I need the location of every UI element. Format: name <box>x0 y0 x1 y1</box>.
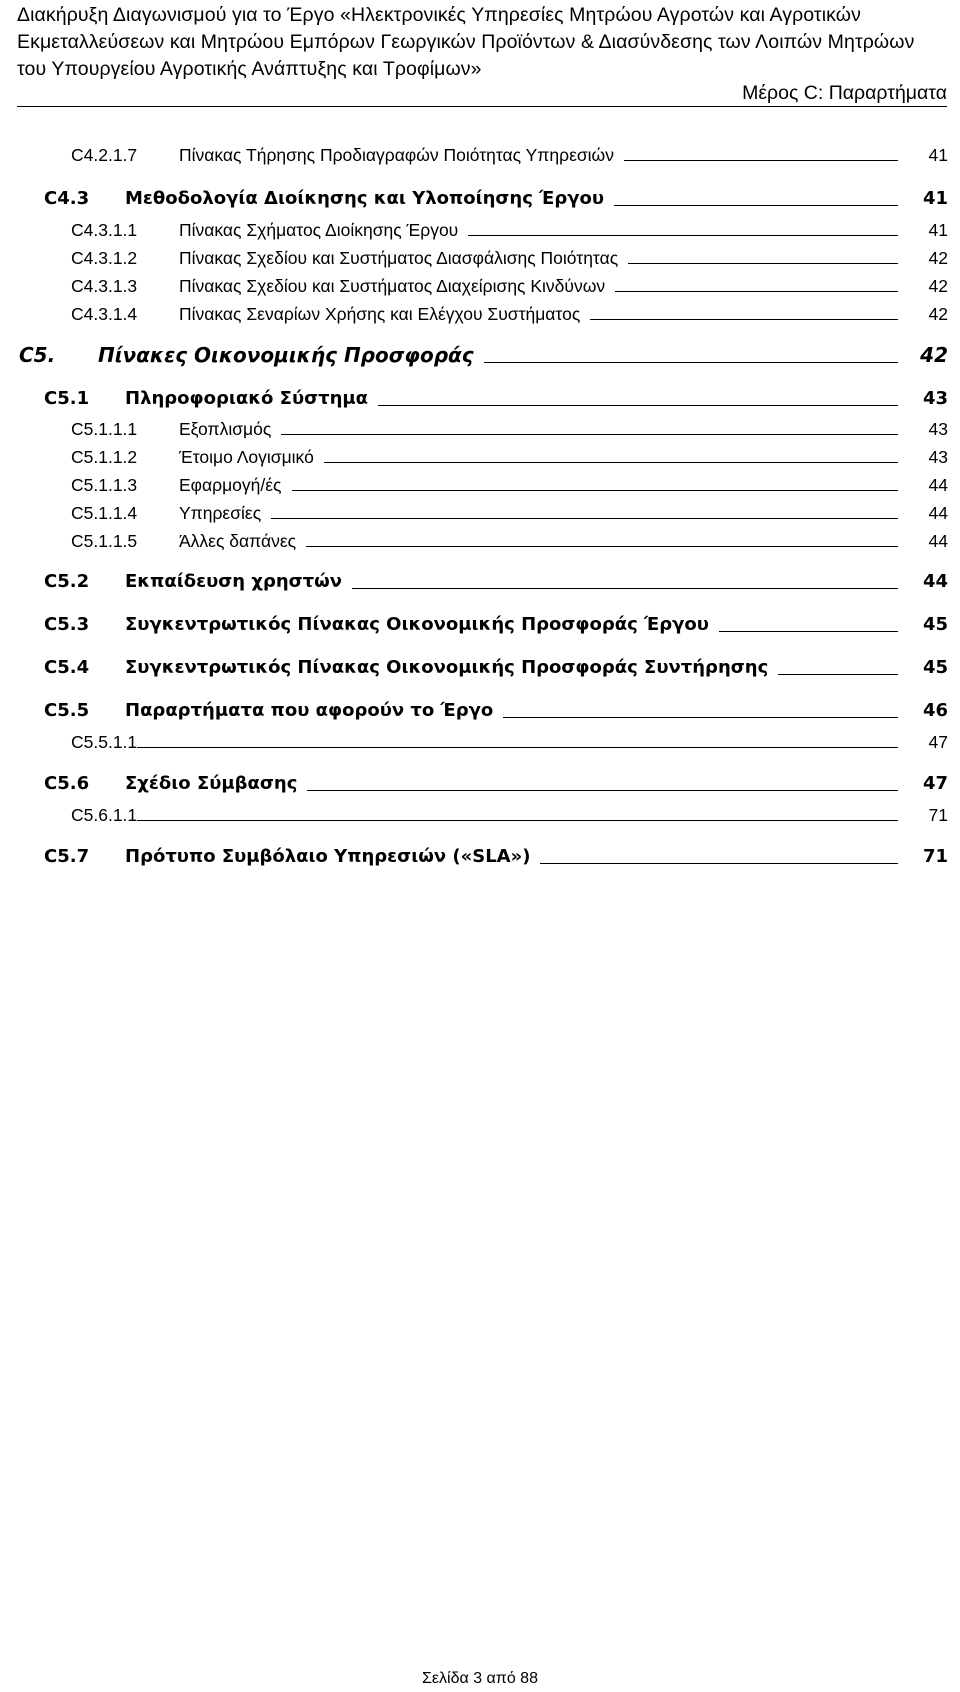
toc-entry-title: Συγκεντρωτικός Πίνακας Οικονομικής Προσφοράς Συντήρησης <box>125 657 769 678</box>
toc-leader <box>624 160 898 161</box>
toc-entry-title: Πίνακας Σχεδίου και Συστήματος Διαχείρισης Κινδύνων <box>179 276 606 296</box>
toc-entry[interactable] <box>0 338 960 368</box>
toc-entry-number: C5.3 <box>44 614 90 635</box>
toc-entry-page: 42 <box>928 276 948 296</box>
toc-entry-number: C5.6.1.1 <box>71 805 138 825</box>
toc-entry[interactable] <box>0 693 960 723</box>
toc-leader <box>719 631 898 632</box>
toc-entry-page: 47 <box>922 773 948 794</box>
toc-entry[interactable] <box>0 522 960 552</box>
toc-entry[interactable] <box>0 410 960 440</box>
toc-entry-page: 71 <box>922 846 948 867</box>
toc-entry-page: 44 <box>928 475 948 495</box>
toc-entry[interactable] <box>0 564 960 594</box>
toc-entry-number: C5.1.1.2 <box>71 447 138 467</box>
toc-leader <box>137 820 898 821</box>
toc-entry-page: 46 <box>922 700 948 721</box>
toc-entry[interactable] <box>0 239 960 269</box>
toc-leader <box>540 863 898 864</box>
toc-entry-page: 43 <box>928 419 948 439</box>
toc-entry-number: C5.1.1.1 <box>71 419 138 439</box>
toc-entry-page: 44 <box>928 503 948 523</box>
toc-entry[interactable] <box>0 723 960 753</box>
toc-entry-page: 47 <box>928 732 948 752</box>
toc-leader <box>590 319 898 320</box>
toc-leader <box>484 362 898 363</box>
toc-entry[interactable] <box>0 211 960 241</box>
document-part-label: Μέρος C: Παραρτήματα <box>742 82 947 104</box>
toc-entry-title: Πίνακες Οικονομικής Προσφοράς <box>98 343 474 367</box>
toc-entry[interactable] <box>0 839 960 869</box>
toc-entry-number: C5.1 <box>44 388 90 409</box>
toc-entry[interactable] <box>0 607 960 637</box>
toc-leader <box>352 588 898 589</box>
toc-leader <box>306 546 898 547</box>
toc-entry-page: 41 <box>928 220 948 240</box>
toc-entry-title: Πρότυπο Συμβόλαιο Υπηρεσιών («SLA») <box>125 846 531 867</box>
toc-entry-page: 43 <box>928 447 948 467</box>
toc-entry-title: Μεθοδολογία Διοίκησης και Υλοποίησης Έργου <box>125 188 605 209</box>
toc-entry-title: Εξοπλισμός <box>179 419 272 439</box>
toc-entry-page: 42 <box>928 248 948 268</box>
toc-entry-number: C5.1.1.5 <box>71 531 138 551</box>
toc-entry-page: 44 <box>928 531 948 551</box>
toc-entry[interactable] <box>0 295 960 325</box>
toc-entry-page: 71 <box>928 805 948 825</box>
toc-entry-number: C5.1.1.4 <box>71 503 138 523</box>
toc-leader <box>324 462 898 463</box>
toc-entry-page: 43 <box>922 388 948 409</box>
document-header-title: Διακήρυξη Διαγωνισμού για το Έργο «Ηλεκτρονικές Υπηρεσίες Μητρώου Αγροτών και Αγροτικών Εκμεταλλεύσεων και Μητρώου Εμπόρων Γεωργικών Προϊόντων & Διασύνδεσης των Λοιπών Μητρώων του Υπουργείου Αγροτικής Ανάπτυξης και Τροφίμων» <box>17 4 915 80</box>
toc-leader <box>778 674 898 675</box>
toc-leader <box>468 235 898 236</box>
toc-entry-title: Πίνακας Σχήματος Διοίκησης Έργου <box>179 220 459 240</box>
toc-entry-title: Υπηρεσίες <box>179 503 262 523</box>
toc-entry-title: Πληροφοριακό Σύστημα <box>125 388 369 409</box>
toc-leader <box>615 291 898 292</box>
toc-entry-number: C5.7 <box>44 846 90 867</box>
toc-entry[interactable] <box>0 181 960 211</box>
header-divider <box>17 106 947 107</box>
toc-entry-title: Άλλες δαπάνες <box>179 531 297 551</box>
toc-leader <box>292 490 899 491</box>
toc-entry-page: 42 <box>920 343 948 367</box>
toc-entry-page: 42 <box>928 304 948 324</box>
toc-entry-title: Παραρτήματα που αφορούν το Έργο <box>125 700 494 721</box>
toc-entry-page: 44 <box>922 571 948 592</box>
toc-leader <box>137 747 898 748</box>
toc-entry-number: C4.3.1.3 <box>71 276 138 296</box>
toc-entry[interactable] <box>0 650 960 680</box>
toc-leader <box>503 717 898 718</box>
toc-entry-number: C5.4 <box>44 657 90 678</box>
toc-entry[interactable] <box>0 796 960 826</box>
toc-entry-number: C5.2 <box>44 571 90 592</box>
toc-entry-number: C4.2.1.7 <box>71 145 138 165</box>
toc-entry-title: Πίνακας Σχεδίου και Συστήματος Διασφάλισης Ποιότητας <box>179 248 619 268</box>
toc-leader <box>271 518 898 519</box>
toc-entry-number: C5.6 <box>44 773 90 794</box>
toc-entry[interactable] <box>0 267 960 297</box>
toc-leader <box>307 790 898 791</box>
toc-entry-page: 45 <box>922 614 948 635</box>
toc-entry-title: Πίνακας Τήρησης Προδιαγραφών Ποιότητας Υπηρεσιών <box>179 145 614 165</box>
toc-entry-title: Σχέδιο Σύμβασης <box>125 773 298 794</box>
toc-entry-page: 41 <box>928 145 948 165</box>
toc-entry-title: Έτοιμο Λογισμικό <box>179 447 314 467</box>
toc-leader <box>614 205 898 206</box>
toc-entry-number: C5. <box>19 343 56 367</box>
page-number-footer: Σελίδα 3 από 88 <box>422 1670 538 1687</box>
toc-entry[interactable] <box>0 136 960 166</box>
toc-entry-title: Εκπαίδευση χρηστών <box>125 571 343 592</box>
toc-entry-page: 41 <box>922 188 948 209</box>
toc-leader <box>281 434 898 435</box>
toc-entry-number: C5.5.1.1 <box>71 732 138 752</box>
toc-entry-number: C4.3.1.1 <box>71 220 138 240</box>
toc-entry-number: C4.3.1.4 <box>71 304 138 324</box>
toc-entry[interactable] <box>0 766 960 796</box>
toc-entry-title: Συγκεντρωτικός Πίνακας Οικονομικής Προσφοράς Έργου <box>125 614 709 635</box>
toc-entry-number: C5.1.1.3 <box>71 475 138 495</box>
toc-entry[interactable] <box>0 494 960 524</box>
toc-entry-page: 45 <box>922 657 948 678</box>
toc-entry-number: C4.3.1.2 <box>71 248 138 268</box>
toc-entry-number: C5.5 <box>44 700 90 721</box>
toc-leader <box>628 263 898 264</box>
toc-leader <box>378 405 898 406</box>
toc-entry[interactable] <box>0 466 960 496</box>
toc-entry-number: C4.3 <box>44 188 90 209</box>
toc-entry-title: Πίνακας Σεναρίων Χρήσης και Ελέγχου Συστήματος <box>179 304 581 324</box>
toc-entry-title: Εφαρμογή/ές <box>179 475 282 495</box>
toc-entry[interactable] <box>0 438 960 468</box>
toc-entry[interactable] <box>0 381 960 411</box>
